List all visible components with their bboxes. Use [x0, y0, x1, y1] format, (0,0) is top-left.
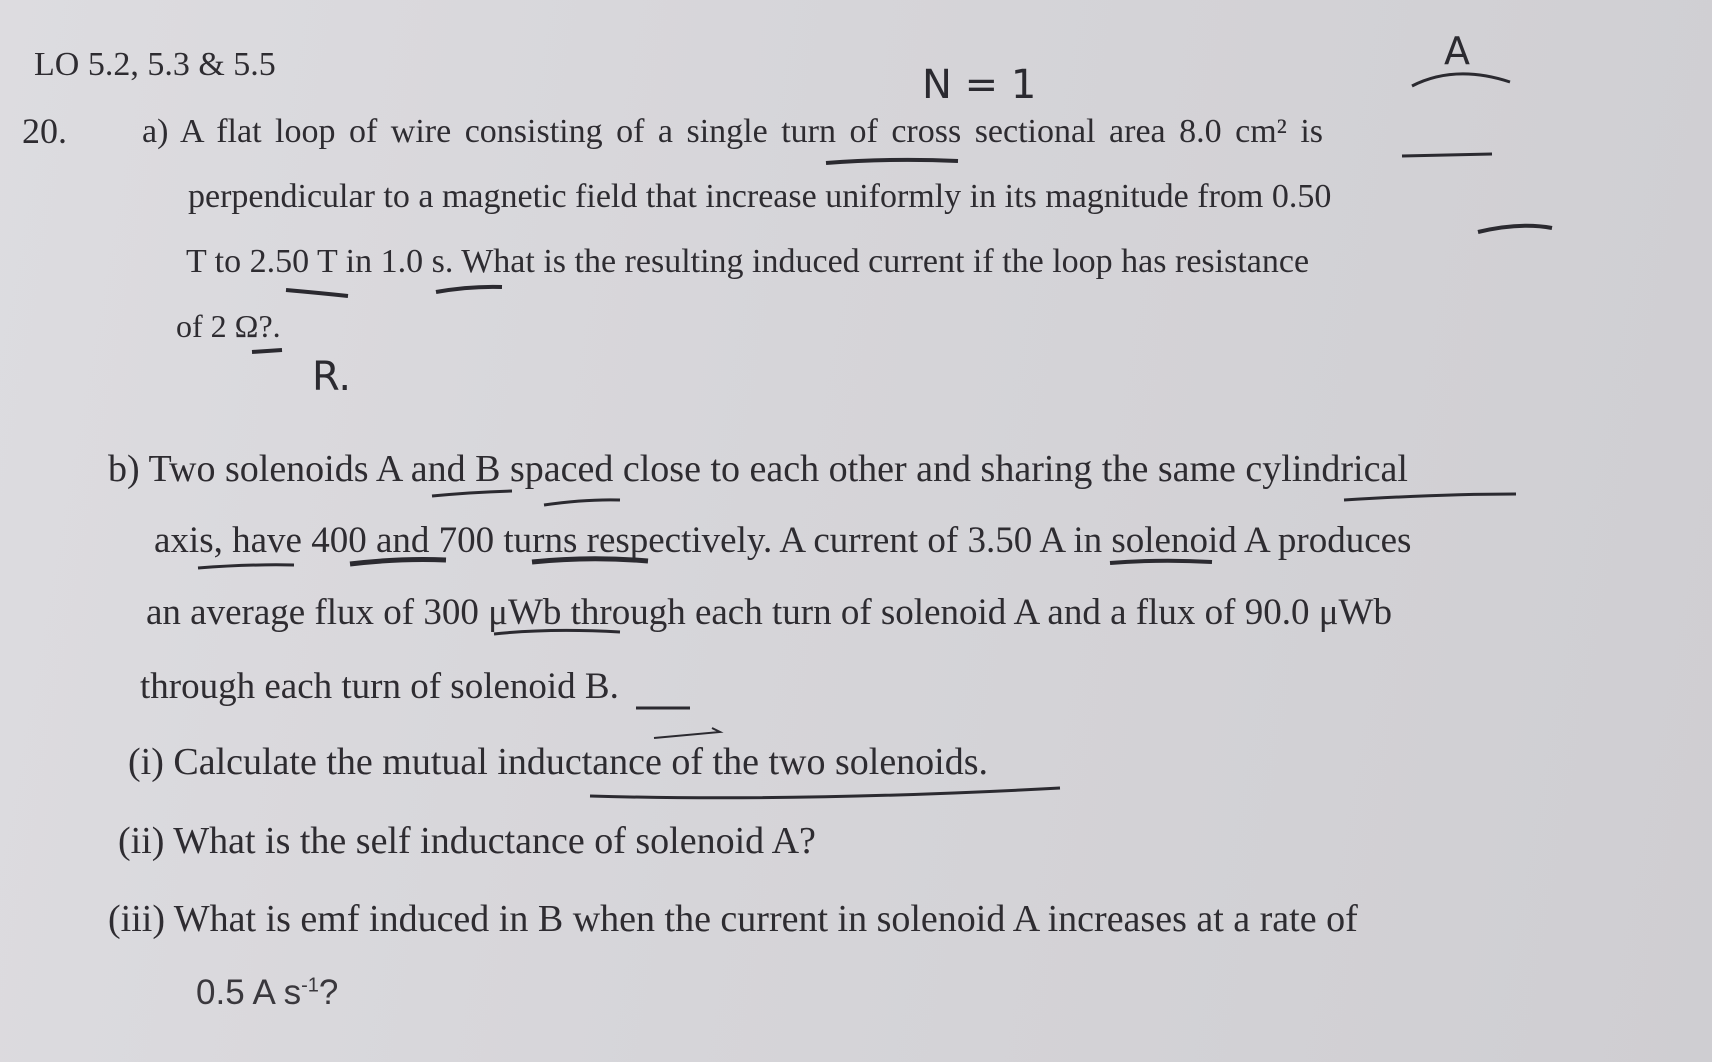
handwritten-r-note: R. — [312, 354, 352, 400]
part-a-line-1: a) A flat loop of wire consisting of a single turn of cross sectional area 8.0 cm² is — [142, 113, 1324, 150]
rate-value: 0.5 A s — [196, 973, 302, 1012]
learning-outcomes-label: LO 5.2, 5.3 & 5.5 — [34, 46, 276, 83]
question-number: 20. — [22, 111, 67, 151]
part-a-line-4: of 2 Ω?. — [176, 308, 281, 344]
part-b-line-4: through each turn of solenoid B. — [140, 666, 619, 707]
rate-exponent: -1 — [301, 974, 319, 997]
sub-question-i: (i) Calculate the mutual inductance of the two solenoids. — [128, 741, 989, 783]
part-b-line-3: an average flux of 300 μWb through each turn of solenoid A and a flux of 90.0 μWb — [146, 592, 1392, 633]
rate-question-mark: ? — [318, 973, 339, 1012]
part-a-line-3: T to 2.50 T in 1.0 s. What is the resulting induced current if the loop has resistance — [186, 243, 1310, 280]
part-b-line-1: b) Two solenoids A and B spaced close to each other and sharing the same cylindrical — [108, 448, 1408, 490]
sub-question-ii: (ii) What is the self inductance of solenoid A? — [118, 820, 816, 862]
handwritten-n-note: N = 1 — [922, 62, 1037, 108]
sub-question-iii-continuation — [196, 975, 338, 1010]
part-b-line-2: axis, have 400 and 700 turns respectively. A current of 3.50 A in solenoid A produces — [154, 520, 1412, 561]
part-a-line-2: perpendicular to a magnetic field that increase uniformly in its magnitude from 0.50 — [188, 178, 1332, 215]
sub-question-iii: (iii) What is emf induced in B when the current in solenoid A increases at a rate of — [108, 898, 1358, 940]
handwritten-a-note: A — [1444, 29, 1470, 73]
